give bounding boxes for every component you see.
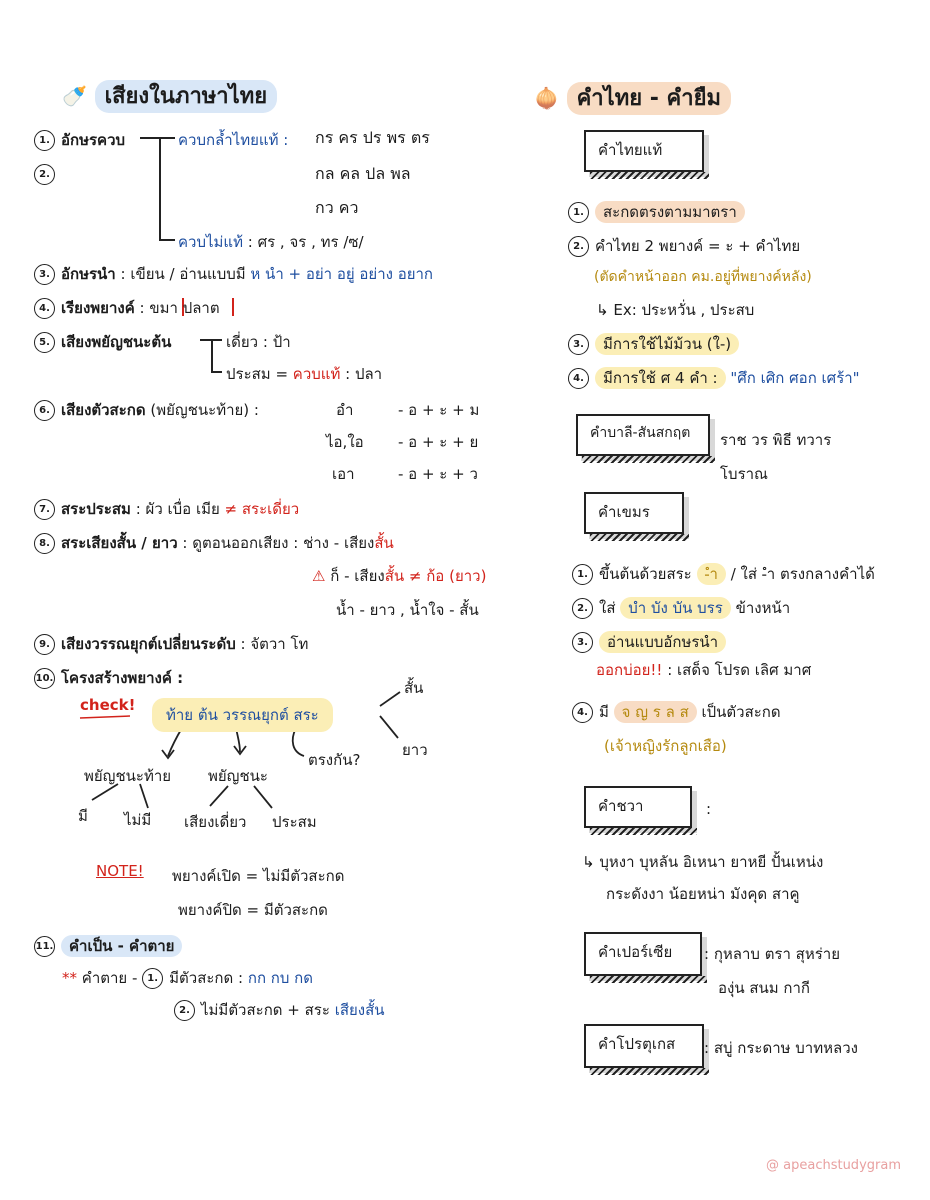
final-hasnot: ไม่มี <box>124 811 152 829</box>
thai-rule-3-text: มีการใช้ไม้ม้วน (ใ-) <box>595 333 739 355</box>
false-cluster <box>178 230 364 254</box>
khmer-rule-1-text: ขึ้นต้นด้วยสระ <box>599 565 692 583</box>
syllable-structure: ท้าย ต้น วรรณยุกต์ สระ <box>152 698 333 732</box>
section-8-short: สั้น <box>374 534 394 552</box>
initial-single: เสียงเดี่ยว <box>184 813 247 831</box>
thai-rule-4-text: มีการใช้ ศ 4 คำ : <box>595 367 726 389</box>
often-label: ออกบ่อย!! <box>596 661 663 679</box>
left-title <box>62 78 277 113</box>
single-initial <box>226 330 291 354</box>
thai-rule-1 <box>568 200 745 224</box>
section-6-sub: (พยัญชนะท้าย) : <box>150 401 259 419</box>
single-initial-example: : ป้า <box>262 333 291 351</box>
thai-rule-1-number: 1. <box>568 202 589 223</box>
mixed-initial-highlight: ควบแท้ <box>292 365 341 383</box>
true-cluster-row-2: กล คล ปล พล <box>315 164 411 183</box>
right-title <box>534 80 731 115</box>
false-cluster-label: ควบไม่แท้ <box>178 233 243 251</box>
right-title-text: คำไทย - คำยืม <box>567 82 731 115</box>
note-label: NOTE! <box>96 862 144 880</box>
left-title-text: เสียงในภาษาไทย <box>95 80 278 113</box>
khmer-rule-4-highlight: จ ญ ร ล ส <box>614 701 697 723</box>
final-row-2b: - อ + ะ + ย <box>398 433 479 451</box>
khmer-rule-2-rest: ข้างหน้า <box>735 599 791 617</box>
thai-rule-2-text: คำไทย 2 พยางค์ = ะ + คำไทย <box>595 237 801 255</box>
khmer-box-label: คำเขมร <box>598 503 650 521</box>
check-label: check! <box>80 696 136 714</box>
dead-rule-2: ไม่มีตัวสะกด + สระ <box>201 1001 330 1019</box>
section-10 <box>34 666 183 690</box>
water-line: น้ำ - ยาว , น้ำใจ - สั้น <box>336 601 479 619</box>
section-5 <box>34 330 171 354</box>
section-11 <box>34 934 182 958</box>
k-short: สั้น <box>384 567 405 585</box>
section-8-text: : ดูตอนออกเสียง : ช่าง - เสียง <box>182 534 375 552</box>
true-cluster-row-3: กว คว <box>315 198 359 217</box>
dead-word-line-2 <box>174 998 385 1022</box>
dead-word-label: คำตาย - <box>81 969 138 987</box>
final-row-1b: - อ + ะ + ม <box>398 401 480 419</box>
section-4-text: : ขมา ปลาต <box>139 299 220 317</box>
vowel-short: สั้น <box>404 679 424 697</box>
persian-box <box>584 932 702 976</box>
true-cluster-label: ควบกล้ำไทยแท้ : <box>178 131 289 149</box>
khmer-rule-4-rest: เป็นตัวสะกด <box>701 703 781 721</box>
mixed-initial <box>226 362 382 386</box>
k-word-line <box>312 564 486 588</box>
section-7 <box>34 497 299 521</box>
section-8-label: สระเสียงสั้น / ยาว <box>61 534 178 552</box>
dead-rule-1-number: 1. <box>142 968 163 989</box>
persian-box-label: คำเปอร์เซีย <box>598 943 673 961</box>
khmer-rule-1 <box>572 562 875 586</box>
khmer-rule-2 <box>572 596 790 620</box>
khmer-rule-3-number: 3. <box>572 632 593 653</box>
khmer-rule-1-highlight: -ำ <box>697 563 726 585</box>
mixed-initial-example: : ปลา <box>345 365 383 383</box>
thai-rule-4-words: "ศึก เศิก ศอก เศร้า" <box>730 369 860 387</box>
khmer-rule-4 <box>572 700 781 724</box>
pali-words-2: โบราณ <box>720 465 768 483</box>
pali-sanskrit-box-label: คำบาลี-สันสกฤต <box>590 425 691 441</box>
thai-rule-2-number: 2. <box>568 236 589 257</box>
khmer-rule-4-number: 4. <box>572 702 593 723</box>
open-syllable: พยางค์เปิด = ไม่มีตัวสะกด <box>172 867 345 885</box>
section-3 <box>34 262 433 286</box>
persian-words-2: องุ่น สนม กากี <box>718 979 811 997</box>
single-initial-label: เดี่ยว <box>226 333 259 351</box>
portuguese-box <box>584 1024 704 1068</box>
section-1-label: อักษรควบ <box>61 131 126 149</box>
dead-rule-1: มีตัวสะกด : <box>169 969 244 987</box>
final-row-1a: อำ <box>336 401 354 419</box>
section-3-text: : เขียน / อ่านแบบมี <box>120 265 246 283</box>
thai-rule-2 <box>568 234 800 258</box>
section-11-number: 11. <box>34 936 55 957</box>
k-word: ก็ <box>330 567 340 585</box>
mixed-initial-label: ประสม = <box>226 365 289 383</box>
section-4-label: เรียงพยางค์ <box>61 299 135 317</box>
javanese-words-1: ↳ บุหงา บุหลัน อิเหนา ยาหยี ปั้นเหน่ง <box>582 853 824 871</box>
khmer-rule-1-number: 1. <box>572 564 593 585</box>
onion-icon: 🧅 <box>534 86 559 110</box>
final-row-3a: เอา <box>332 465 355 483</box>
section-7-number: 7. <box>34 499 55 520</box>
section-11-label: คำเป็น - คำตาย <box>61 935 182 957</box>
section-3-label: อักษรนำ <box>61 265 116 283</box>
final-consonant: พยัญชนะท้าย <box>84 767 172 785</box>
section-6 <box>34 398 259 422</box>
false-cluster-values: : ศร , จร , ทร /ซ/ <box>247 233 364 251</box>
thai-rule-3-number: 3. <box>568 334 589 355</box>
portuguese-words: : สบู่ กระดาษ บาทหลวง <box>704 1039 858 1057</box>
section-9-label: เสียงวรรณยุกต์เปลี่ยนระดับ <box>61 635 236 653</box>
khmer-rule-1-rest: / ใส่ -ำ ตรงกลางคำได้ <box>730 565 875 583</box>
khmer-rule-2-text: ใส่ <box>599 599 616 617</box>
khmer-rule-3 <box>572 630 726 654</box>
initial-mixed: ประสม <box>272 813 317 831</box>
javanese-box <box>584 786 692 828</box>
section-2 <box>34 164 61 185</box>
section-10-number: 10. <box>34 668 55 689</box>
section-6-label: เสียงตัวสะกด <box>61 401 146 419</box>
khmer-rule-3-line-2 <box>596 658 811 682</box>
khmer-rule-4-text: มี <box>599 703 609 721</box>
khmer-rule-4-note: (เจ้าหญิงรักลูกเสือ) <box>604 737 727 755</box>
thai-rule-4 <box>568 366 860 390</box>
thai-rule-2-example: ↳ Ex: ประหวั่น , ประสบ <box>596 301 755 319</box>
portuguese-box-label: คำโปรตุเกส <box>598 1035 676 1053</box>
khmer-box <box>584 492 684 534</box>
khmer-rule-2-number: 2. <box>572 598 593 619</box>
section-9 <box>34 632 308 656</box>
section-3-highlight: ห นำ + อย่า อยู่ อย่าง อยาก <box>250 265 434 283</box>
warning-icon: ⚠ <box>312 567 326 585</box>
khmer-rule-2-highlight: บำ บัง บัน บรร <box>620 597 731 619</box>
section-3-number: 3. <box>34 264 55 285</box>
khmer-rule-3-text: อ่านแบบอักษรนำ <box>599 631 726 653</box>
pali-sanskrit-box <box>576 414 710 456</box>
thai-rule-3 <box>568 332 739 356</box>
final-has: มี <box>78 807 88 825</box>
section-7-label: สระประสม <box>61 500 131 518</box>
section-5-number: 5. <box>34 332 55 353</box>
section-1 <box>34 128 125 152</box>
javanese-colon: : <box>706 800 712 818</box>
thai-rule-2-note: (ตัดคำหน้าออก คม.อยู่ที่พยางค์หลัง) <box>594 269 812 285</box>
section-6-number: 6. <box>34 400 55 421</box>
thai-native-box <box>584 130 704 172</box>
dead-word-line-1 <box>62 966 313 990</box>
initial-consonant: พยัญชนะ <box>208 767 268 785</box>
tone-match: ตรงกัน? <box>308 751 361 769</box>
section-4 <box>34 296 220 320</box>
khmer-rule-3-example: : เสด็จ โปรด เลิศ มาศ <box>667 661 812 679</box>
dead-rule-2-values: เสียงสั้น <box>334 1001 385 1019</box>
persian-words-1: : กุหลาบ ตรา สุหร่าย <box>704 945 840 963</box>
k-neq: ≠ ก้อ (ยาว) <box>408 567 487 585</box>
section-9-number: 9. <box>34 634 55 655</box>
section-9-text: : จัตวา โท <box>240 635 309 653</box>
stars-mark: ** <box>62 969 77 987</box>
final-row-3b: - อ + ะ + ว <box>398 465 478 483</box>
true-cluster-row-1: กร คร ปร พร ตร <box>315 128 430 147</box>
section-8 <box>34 531 394 555</box>
section-10-label: โครงสร้างพยางค์ : <box>61 669 184 687</box>
dead-rule-1-values: กก กบ กด <box>247 969 313 987</box>
thai-native-box-label: คำไทยแท้ <box>598 141 663 159</box>
dead-rule-2-number: 2. <box>174 1000 195 1021</box>
vowel-long: ยาว <box>402 741 428 759</box>
section-7-neq: ≠ สระเดี่ยว <box>224 500 300 518</box>
section-4-number: 4. <box>34 298 55 319</box>
javanese-box-label: คำชวา <box>598 797 644 815</box>
javanese-words-2: กระดังงา น้อยหน่า มังคุด สาคู <box>606 885 800 903</box>
section-7-text: : ผัว เบื่อ เมีย <box>135 500 220 518</box>
watermark: @ apeachstudygram <box>766 1158 901 1173</box>
thai-rule-4-number: 4. <box>568 368 589 389</box>
final-row-2a: ไอ,ใอ <box>326 433 364 451</box>
section-8-number: 8. <box>34 533 55 554</box>
section-5-label: เสียงพยัญชนะต้น <box>61 333 172 351</box>
bottle-icon: 🍼 <box>62 84 87 108</box>
section-1-number: 1. <box>34 130 55 151</box>
thai-rule-1-text: สะกดตรงตามมาตรา <box>595 201 745 223</box>
k-text: - เสียง <box>344 567 385 585</box>
closed-syllable: พยางค์ปิด = มีตัวสะกด <box>178 901 328 919</box>
pali-words: ราช วร พิธี ทวาร <box>720 431 832 449</box>
section-2-number: 2. <box>34 164 55 185</box>
